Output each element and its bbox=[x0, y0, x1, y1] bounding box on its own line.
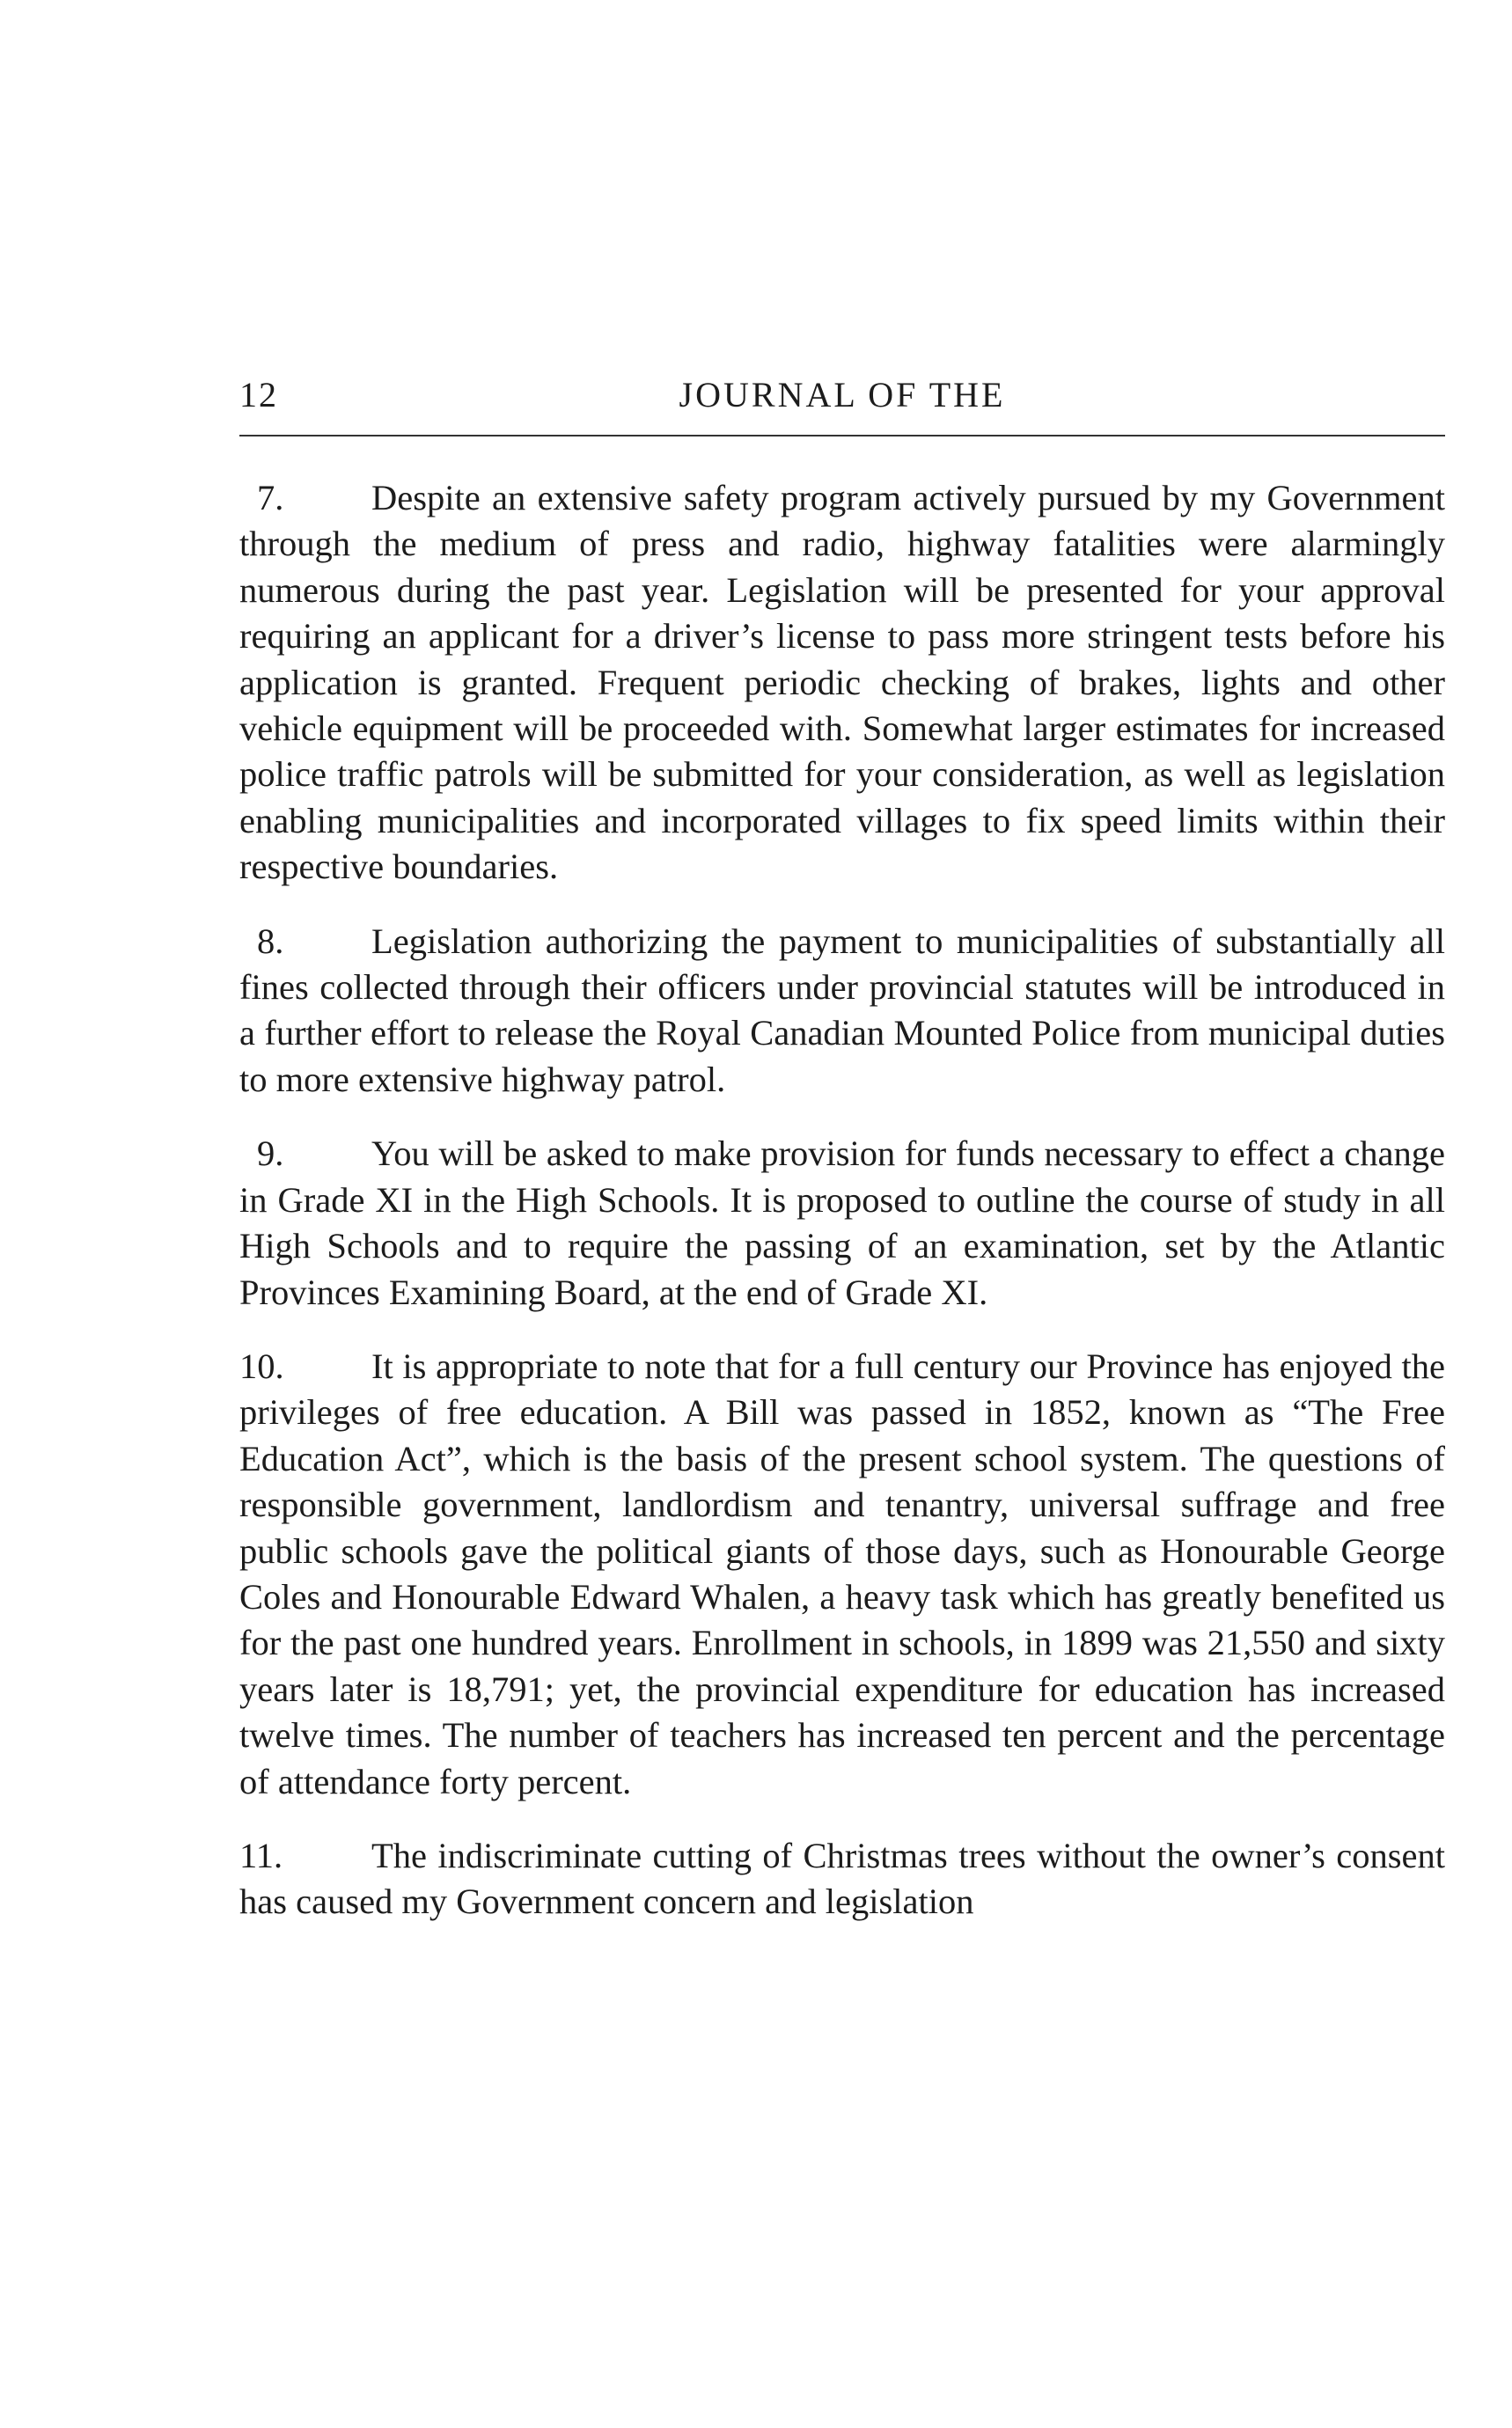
paragraph-text: It is appropriate to note that for a full century our Province has enjoyed the privileges of free education. A Bill was passed in 1852, known as “The Free Education Act”, which is the basis of the present school system. The questions of responsible government, landlordism and tenantry, universal suffrage and free public schools gave the political giants of those days, such as Honourable George Coles and Honourable Edward Whalen, a heavy task which has greatly benefited us for the past one hundred years. Enrollment in schools, in 1899 was 21,550 and sixty years later is 18,791; yet, the provincial expenditure for education has increased twelve times. The number of teachers has increased ten percent and the percentage of attendance forty percent. bbox=[239, 1346, 1445, 1801]
paragraph-number: 11. bbox=[239, 1835, 283, 1875]
running-header bbox=[239, 374, 1445, 427]
paragraph-8 bbox=[239, 919, 1445, 1104]
paragraph-number: 7. bbox=[257, 478, 284, 517]
paragraph-11 bbox=[239, 1833, 1445, 1926]
paragraph-number: 10. bbox=[239, 1346, 284, 1386]
paragraph-10 bbox=[239, 1344, 1445, 1805]
paragraph-text: Legislation authorizing the payment to municipalities of substantially all fines collected through their officers under provincial statutes will be introduced in a further effort to release the Royal Canadian Mounted Police from municipal duties to more extensive highway patrol. bbox=[239, 921, 1445, 1099]
paragraph-7 bbox=[239, 475, 1445, 891]
paragraph-9 bbox=[239, 1131, 1445, 1316]
paragraph-text: Despite an extensive safety program actively pursued by my Government through the medium of press and radio, highway fatalities were alarmingly numerous during the past year. Legislation will be presented for your approval requiring an applicant for a driver’s license to pass more stringent tests before his application is granted. Frequent periodic checking of brakes, lights and other vehicle equipment will be proceeded with. Somewhat larger estimates for increased police traffic patrols will be submitted for your consideration, as well as legislation enabling municipalities and incorporated villages to fix speed limits within their respective boundaries. bbox=[239, 478, 1445, 887]
paragraph-number: 8. bbox=[257, 921, 284, 961]
paragraph-number: 9. bbox=[257, 1133, 284, 1174]
journal-title: JOURNAL OF THE bbox=[679, 375, 1006, 414]
header-rule bbox=[239, 435, 1445, 436]
paragraph-text: The indiscriminate cutting of Christmas trees without the owner’s consent has caused my Government concern and legislation bbox=[239, 1835, 1445, 1922]
paragraph-text: You will be asked to make provision for funds necessary to effect a change in Grade XI in the High Schools. It is proposed to outline the course of study in all High Schools and to require the passing of an examination, set by the Atlantic Provinces Examining Board, at the end of Grade XI. bbox=[239, 1133, 1445, 1312]
page-number: 12 bbox=[239, 375, 278, 414]
body-text bbox=[239, 475, 1445, 1954]
